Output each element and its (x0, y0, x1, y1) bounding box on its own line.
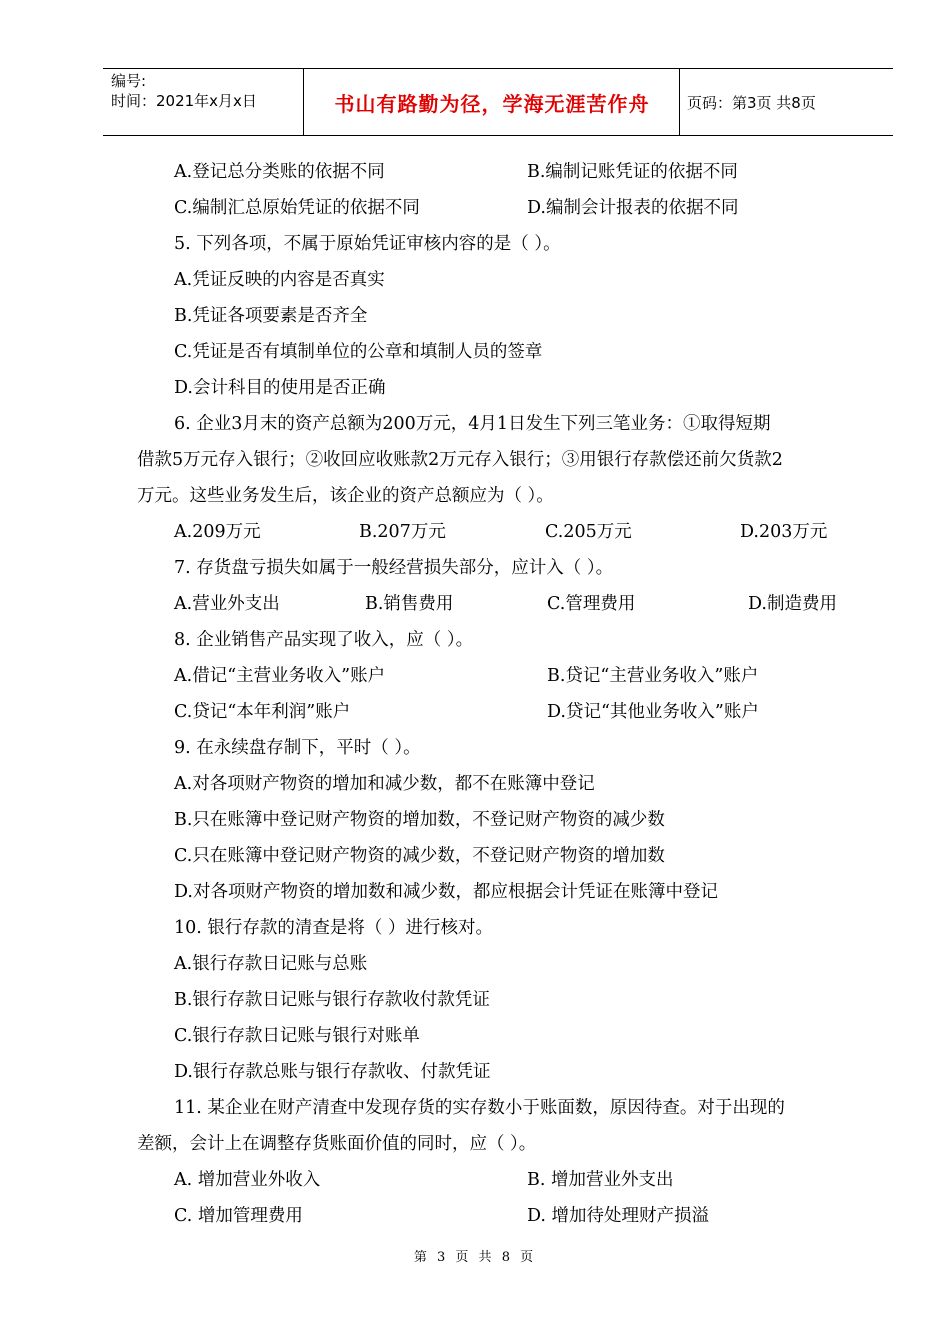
text-line: A.借记“主营业务收入”账户 (174, 666, 386, 686)
text-line: D.会计科目的使用是否正确 (174, 378, 386, 398)
text-line: A.对各项财产物资的增加和减少数，都不在账簿中登记 (174, 774, 595, 794)
text-line: B.207万元 (359, 522, 446, 542)
text-line: 借款5万元存入银行；②收回应收账款2万元存入银行；③用银行存款偿还前欠货款2 (137, 450, 783, 470)
page-footer: 第 3 页 共 8 页 (413, 1250, 537, 1265)
text-line: C.只在账簿中登记财产物资的减少数，不登记财产物资的增加数 (174, 846, 665, 866)
text-line: C.银行存款日记账与银行对账单 (174, 1026, 420, 1046)
text-line: 8. 企业销售产品实现了收入，应（ ）。 (174, 630, 474, 650)
number-label: 编号: (111, 72, 147, 90)
text-line: D.贷记“其他业务收入”账户 (547, 702, 759, 722)
text-line: D. 增加待处理财产损溢 (527, 1206, 710, 1226)
text-line: B.凭证各项要素是否齐全 (174, 306, 368, 326)
text-line: C.编制汇总原始凭证的依据不同 (174, 198, 420, 218)
header-motto: 书山有路勤为径，学海无涯苦作舟 (334, 91, 650, 116)
text-line: 6. 企业3月末的资产总额为200万元，4月1日发生下列三笔业务：①取得短期 (174, 414, 771, 434)
text-line: B.银行存款日记账与银行存款收付款凭证 (174, 990, 490, 1010)
page-header (103, 68, 893, 136)
text-line: B.编制记账凭证的依据不同 (527, 162, 738, 182)
header-divider-left (303, 69, 304, 135)
text-line: C.凭证是否有填制单位的公章和填制人员的签章 (174, 342, 543, 362)
text-line: A.凭证反映的内容是否真实 (174, 270, 385, 290)
text-line: B.只在账簿中登记财产物资的增加数，不登记财产物资的减少数 (174, 810, 665, 830)
text-line: C. 增加管理费用 (174, 1206, 303, 1226)
header-meta (111, 71, 257, 111)
header-divider-right (679, 69, 680, 135)
text-line: A.登记总分类账的依据不同 (174, 162, 385, 182)
header-page-info: 页码：第3页 共8页 (687, 93, 816, 112)
text-line: A.209万元 (174, 522, 261, 542)
text-line: A.银行存款日记账与总账 (174, 954, 368, 974)
time-label: 时间：2021年x月x日 (111, 92, 257, 110)
text-line: B. 增加营业外支出 (527, 1170, 674, 1190)
text-line: A.营业外支出 (174, 594, 280, 614)
text-line: D.银行存款总账与银行存款收、付款凭证 (174, 1062, 491, 1082)
text-line: 10. 银行存款的清查是将（ ）进行核对。 (174, 918, 493, 938)
text-line: D.203万元 (740, 522, 828, 542)
text-line: 11. 某企业在财产清查中发现存货的实存数小于账面数，原因待查。对于出现的 (174, 1098, 785, 1118)
text-line: B.销售费用 (365, 594, 454, 614)
text-line: D.对各项财产物资的增加数和减少数，都应根据会计凭证在账簿中登记 (174, 882, 718, 902)
text-line: 万元。这些业务发生后，该企业的资产总额应为（ ）。 (137, 486, 554, 506)
text-line: 5. 下列各项，不属于原始凭证审核内容的是（ ）。 (174, 234, 561, 254)
text-line: D.编制会计报表的依据不同 (527, 198, 739, 218)
text-line: C.205万元 (545, 522, 632, 542)
text-line: C.贷记“本年利润”账户 (174, 702, 351, 722)
text-line: B.贷记“主营业务收入”账户 (547, 666, 759, 686)
text-line: C.管理费用 (547, 594, 636, 614)
text-line: A. 增加营业外收入 (174, 1170, 321, 1190)
text-line: D.制造费用 (748, 594, 837, 614)
text-line: 7. 存货盘亏损失如属于一般经营损失部分，应计入（ ）。 (174, 558, 614, 578)
text-line: 差额，会计上在调整存货账面价值的同时，应（ ）。 (137, 1134, 537, 1154)
text-line: 9. 在永续盘存制下，平时（ ）。 (174, 738, 421, 758)
